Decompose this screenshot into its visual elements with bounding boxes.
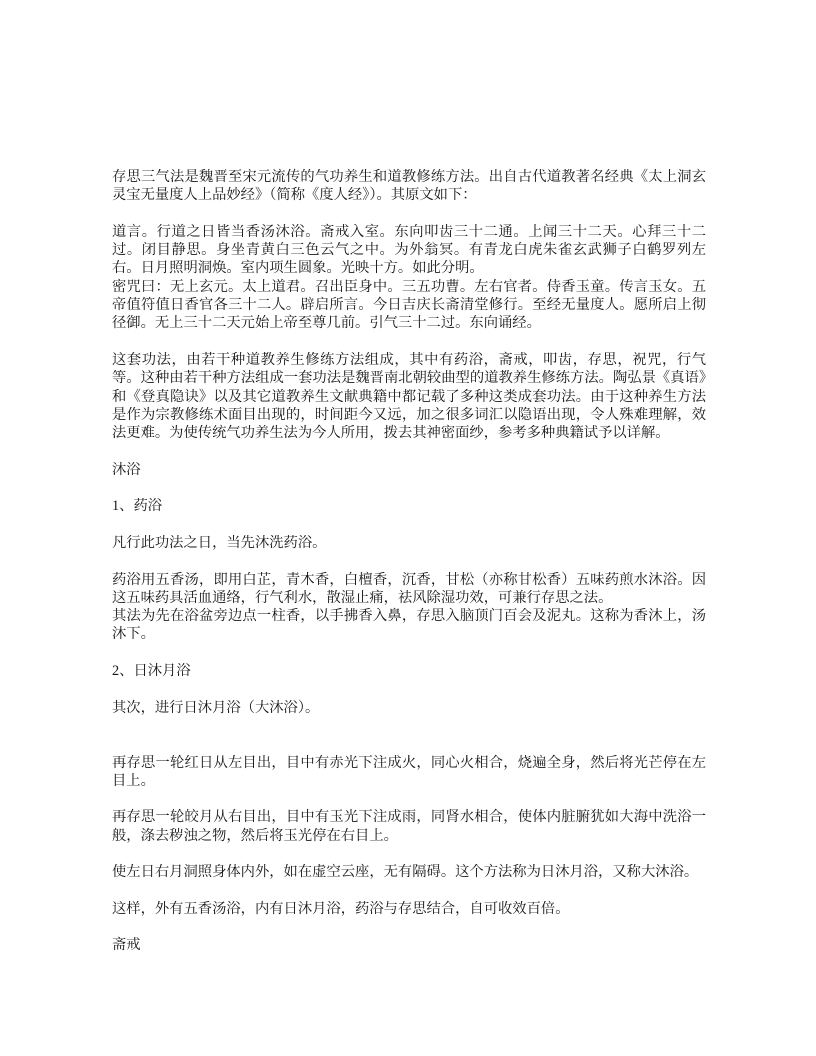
subsection-1-herbal-bath: 1、药浴	[112, 498, 163, 515]
subsection-2-sun-moon-bath: 2、日沐月浴	[112, 663, 191, 680]
sun-moon-bath-intro: 其次，进行日沐月浴（大沐浴）。	[112, 699, 320, 716]
bathing-conclusion: 这样，外有五香汤浴，内有日沐月浴，药浴与存思结合，自可收效百倍。	[112, 900, 570, 917]
section-heading-fasting: 斋戒	[112, 937, 141, 954]
section-heading-bathing: 沐浴	[112, 461, 141, 478]
sun-moon-summary: 使左日右月洞照身体内外，如在虚空云座，无有隔碍。这个方法称为日沐月浴，又称大沐浴。	[112, 864, 699, 881]
moon-visualization: 再存思一轮皎月从右目出，目中有玉光下注成雨，同肾水相合，使体内脏腑犹如大海中洗浴一般，涤去秽浊之物，然后将玉光停在右目上。	[112, 809, 706, 844]
sun-visualization: 再存思一轮红日从左目出，目中有赤光下注成火，同心火相合，烧遍全身，然后将光芒停在左目上。	[112, 754, 706, 789]
herbal-bath-recipe: 药浴用五香汤，即用白芷，青木香，白檀香，沉香，甘松（亦称甘松香）五味药煎水沐浴。因这五味药具活血通络，行气利水，散湿止痛，祛风除湿功效，可兼行存思之法。	[112, 571, 706, 606]
scripture-quote-paragraph: 道言。行道之日皆当香汤沐浴。斋戒入室。东向叩齿三十二通。上闻三十二天。心拜三十二过。闭目静思。身坐青黄白三色云气之中。为外翁冥。有青龙白虎朱雀玄武狮子白鹤罗列左右。日月照明洞焕。室内项生圆象。光映十方。如此分明。	[112, 223, 706, 277]
overview-paragraph: 这套功法，由若干种道教养生修练方法组成，其中有药浴，斋戒，叩齿，存思，祝咒，行气等。这种由若干种方法组成一套功法是魏晋南北朝较曲型的道教养生修练方法。陶弘景《真语》和《登真隐诀》以及其它道教养生文献典籍中都记载了多种这类成套功法。由于这种养生方法是作为宗教修练术面目出现的，时间距今又远，加之很多词汇以隐语出现，令人殊难理解，效法更难。为使传统气功养生法为今人所用，拨去其神密面纱，参考多种典籍试予以详解。	[112, 351, 706, 442]
mantra-quote-paragraph: 密咒曰：无上玄元。太上道君。召出臣身中。三五功曹。左右官者。侍香玉童。传言玉女。五帝值符值日香官各三十二人。辟启所言。今日吉庆长斋清堂修行。至经无量度人。愿所启上彻径御。无上三十二天元始上帝至尊几前。引气三十二过。东向诵经。	[112, 278, 706, 332]
herbal-bath-intro: 凡行此功法之日，当先沐洗药浴。	[112, 534, 327, 551]
intro-paragraph: 存思三气法是魏晋至宋元流传的气功养生和道教修练方法。出自古代道教著名经典《太上洞玄灵宝无量度人上品妙经》（简称《度人经》）。其原文如下：	[112, 169, 706, 204]
document-text-body	[112, 168, 706, 955]
herbal-bath-method: 其法为先在浴盆旁边点一柱香，以手拂香入鼻，存思入脑顶门百会及泥丸。这称为香沐上，汤沐下。	[112, 608, 706, 643]
